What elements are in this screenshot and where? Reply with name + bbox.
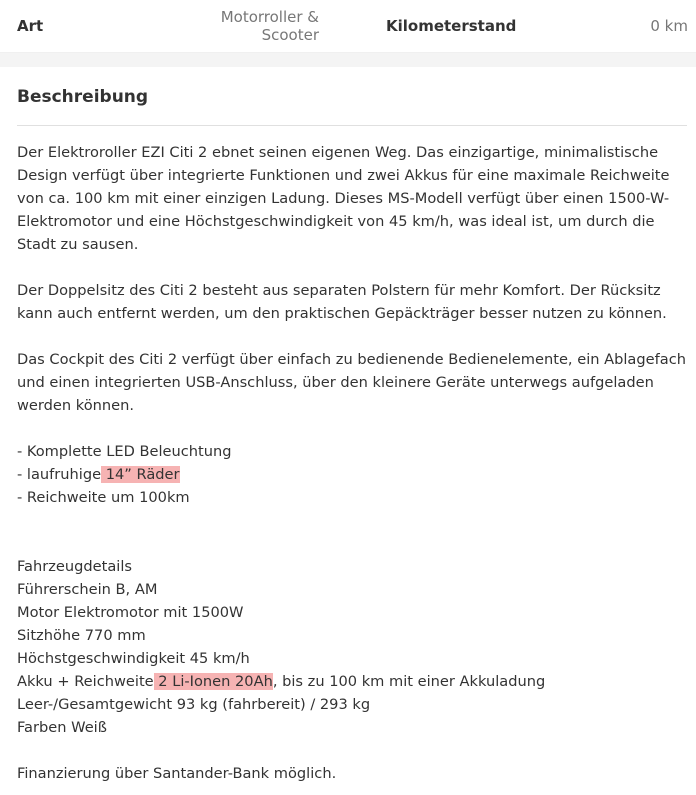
description-text — [17, 141, 687, 785]
section-separator — [0, 52, 696, 67]
bullet-item: - Komplette LED Beleuchtung — [17, 443, 232, 460]
detail-text: Akku + Reichweite — [17, 673, 154, 690]
description-section — [0, 85, 696, 785]
bullet-item — [17, 463, 687, 486]
detail-line: Motor Elektromotor mit 1500W — [17, 604, 244, 621]
detail-line: Leer-/Gesamtgewicht 93 kg (fahrbereit) / 293 kg — [17, 696, 371, 713]
bullet-item: - Reichweite um 100km — [17, 489, 190, 506]
highlighted-text: 14” Räder — [101, 466, 180, 483]
attribute-label-kilometerstand: Kilometerstand — [386, 17, 517, 35]
description-paragraph: Der Doppelsitz des Citi 2 besteht aus separaten Polstern für mehr Komfort. Der Rücksitz kann auch entfernt werden, um den praktischen Gepäckträger besser nutzen zu können. — [17, 282, 667, 322]
divider — [17, 125, 687, 126]
description-paragraph: Das Cockpit des Citi 2 verfügt über einfach zu bedienende Bedienelemente, ein Ablagefach und einen integrierten USB-Anschluss, über den kleinere Geräte unterwegs aufgeladen werden können. — [17, 351, 686, 414]
bullet-text: - laufruhige — [17, 466, 102, 483]
description-title: Beschreibung — [17, 87, 149, 107]
detail-line: Sitzhöhe 770 mm — [17, 627, 146, 644]
detail-line: Farben Weiß — [17, 719, 107, 736]
highlighted-text: 2 Li-Ionen 20Ah — [153, 673, 273, 690]
financing-note: Finanzierung über Santander-Bank möglich. — [17, 765, 337, 782]
detail-text: , bis zu 100 km mit einer Akkuladung — [272, 673, 546, 690]
detail-line — [17, 670, 687, 693]
detail-line: Führerschein B, AM — [17, 581, 158, 598]
attribute-value-art: Motorroller & Scooter — [220, 8, 319, 44]
details-heading: Fahrzeugdetails — [17, 558, 133, 575]
attribute-label-art: Art — [17, 17, 44, 35]
attribute-row — [0, 0, 696, 52]
detail-line: Höchstgeschwindigkeit 45 km/h — [17, 650, 250, 667]
description-paragraph: Der Elektroroller EZI Citi 2 ebnet seinen eigenen Weg. Das einzigartige, minimalistische Design verfügt über integrierte Funktionen und zwei Akkus für eine maximale Reichweite von ca. 100 km mit einer einzigen Ladung. Dieses MS-Modell verfügt über einen 1500-W-Elektromotor und eine Höchstgeschwindigkeit von 45 km/h, was ideal ist, um durch die Stadt zu sausen. — [17, 144, 670, 253]
attribute-value-kilometerstand: 0 km — [650, 17, 688, 35]
